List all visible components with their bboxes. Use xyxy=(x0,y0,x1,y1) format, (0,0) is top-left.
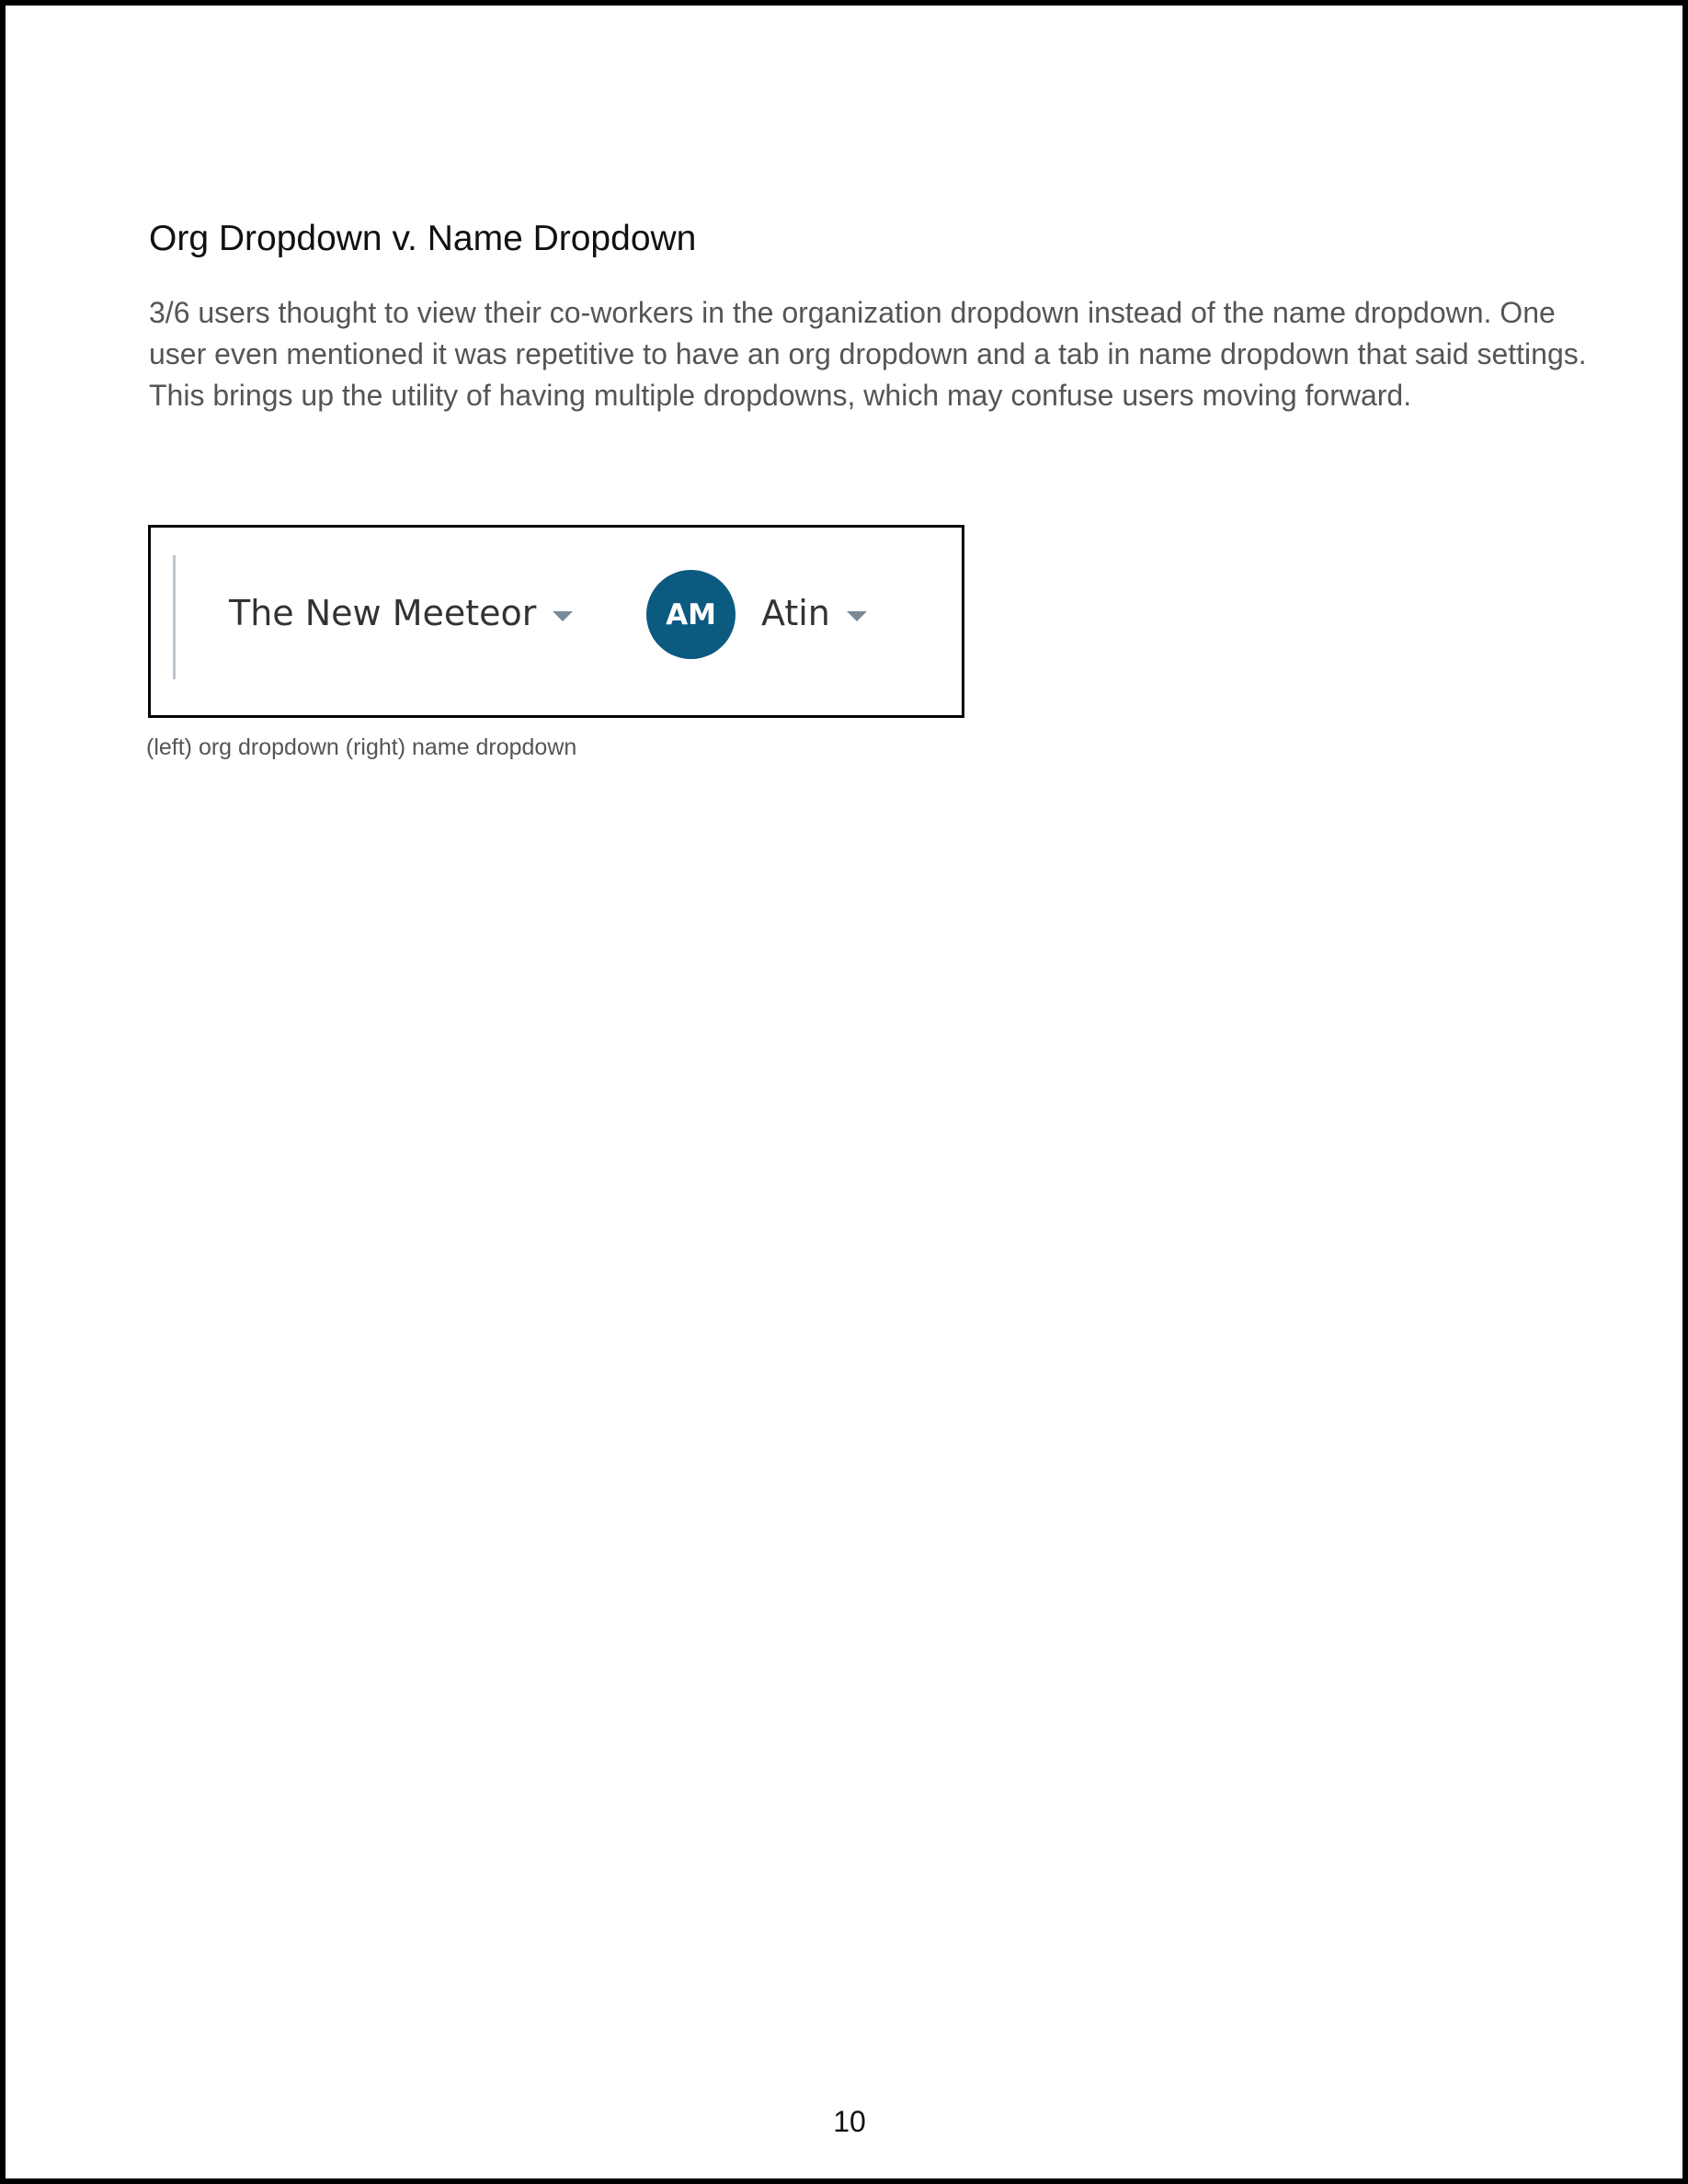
avatar[interactable] xyxy=(646,570,736,659)
body-paragraph: 3/6 users thought to view their co-workers in the organization dropdown instead of the name dropdown. One user even mentioned it was repetitive to have an org dropdown and a tab in name dropdown that said settings. This brings up the utility of having multiple dropdowns, which may confuse users moving forward. xyxy=(149,296,1587,412)
avatar-initials: AM xyxy=(666,597,716,631)
section-heading: Org Dropdown v. Name Dropdown xyxy=(149,219,697,258)
caret-down-icon xyxy=(847,611,867,621)
page-number: 10 xyxy=(833,2105,866,2138)
figure-caption: (left) org dropdown (right) name dropdown xyxy=(146,734,577,760)
name-dropdown-label: Atin xyxy=(761,593,830,633)
org-dropdown[interactable] xyxy=(229,586,573,641)
name-dropdown[interactable] xyxy=(761,586,867,641)
vertical-divider xyxy=(173,555,176,679)
dropdown-screenshot-figure xyxy=(148,525,964,718)
org-dropdown-label: The New Meeteor xyxy=(229,593,537,633)
caret-down-icon xyxy=(553,611,573,621)
